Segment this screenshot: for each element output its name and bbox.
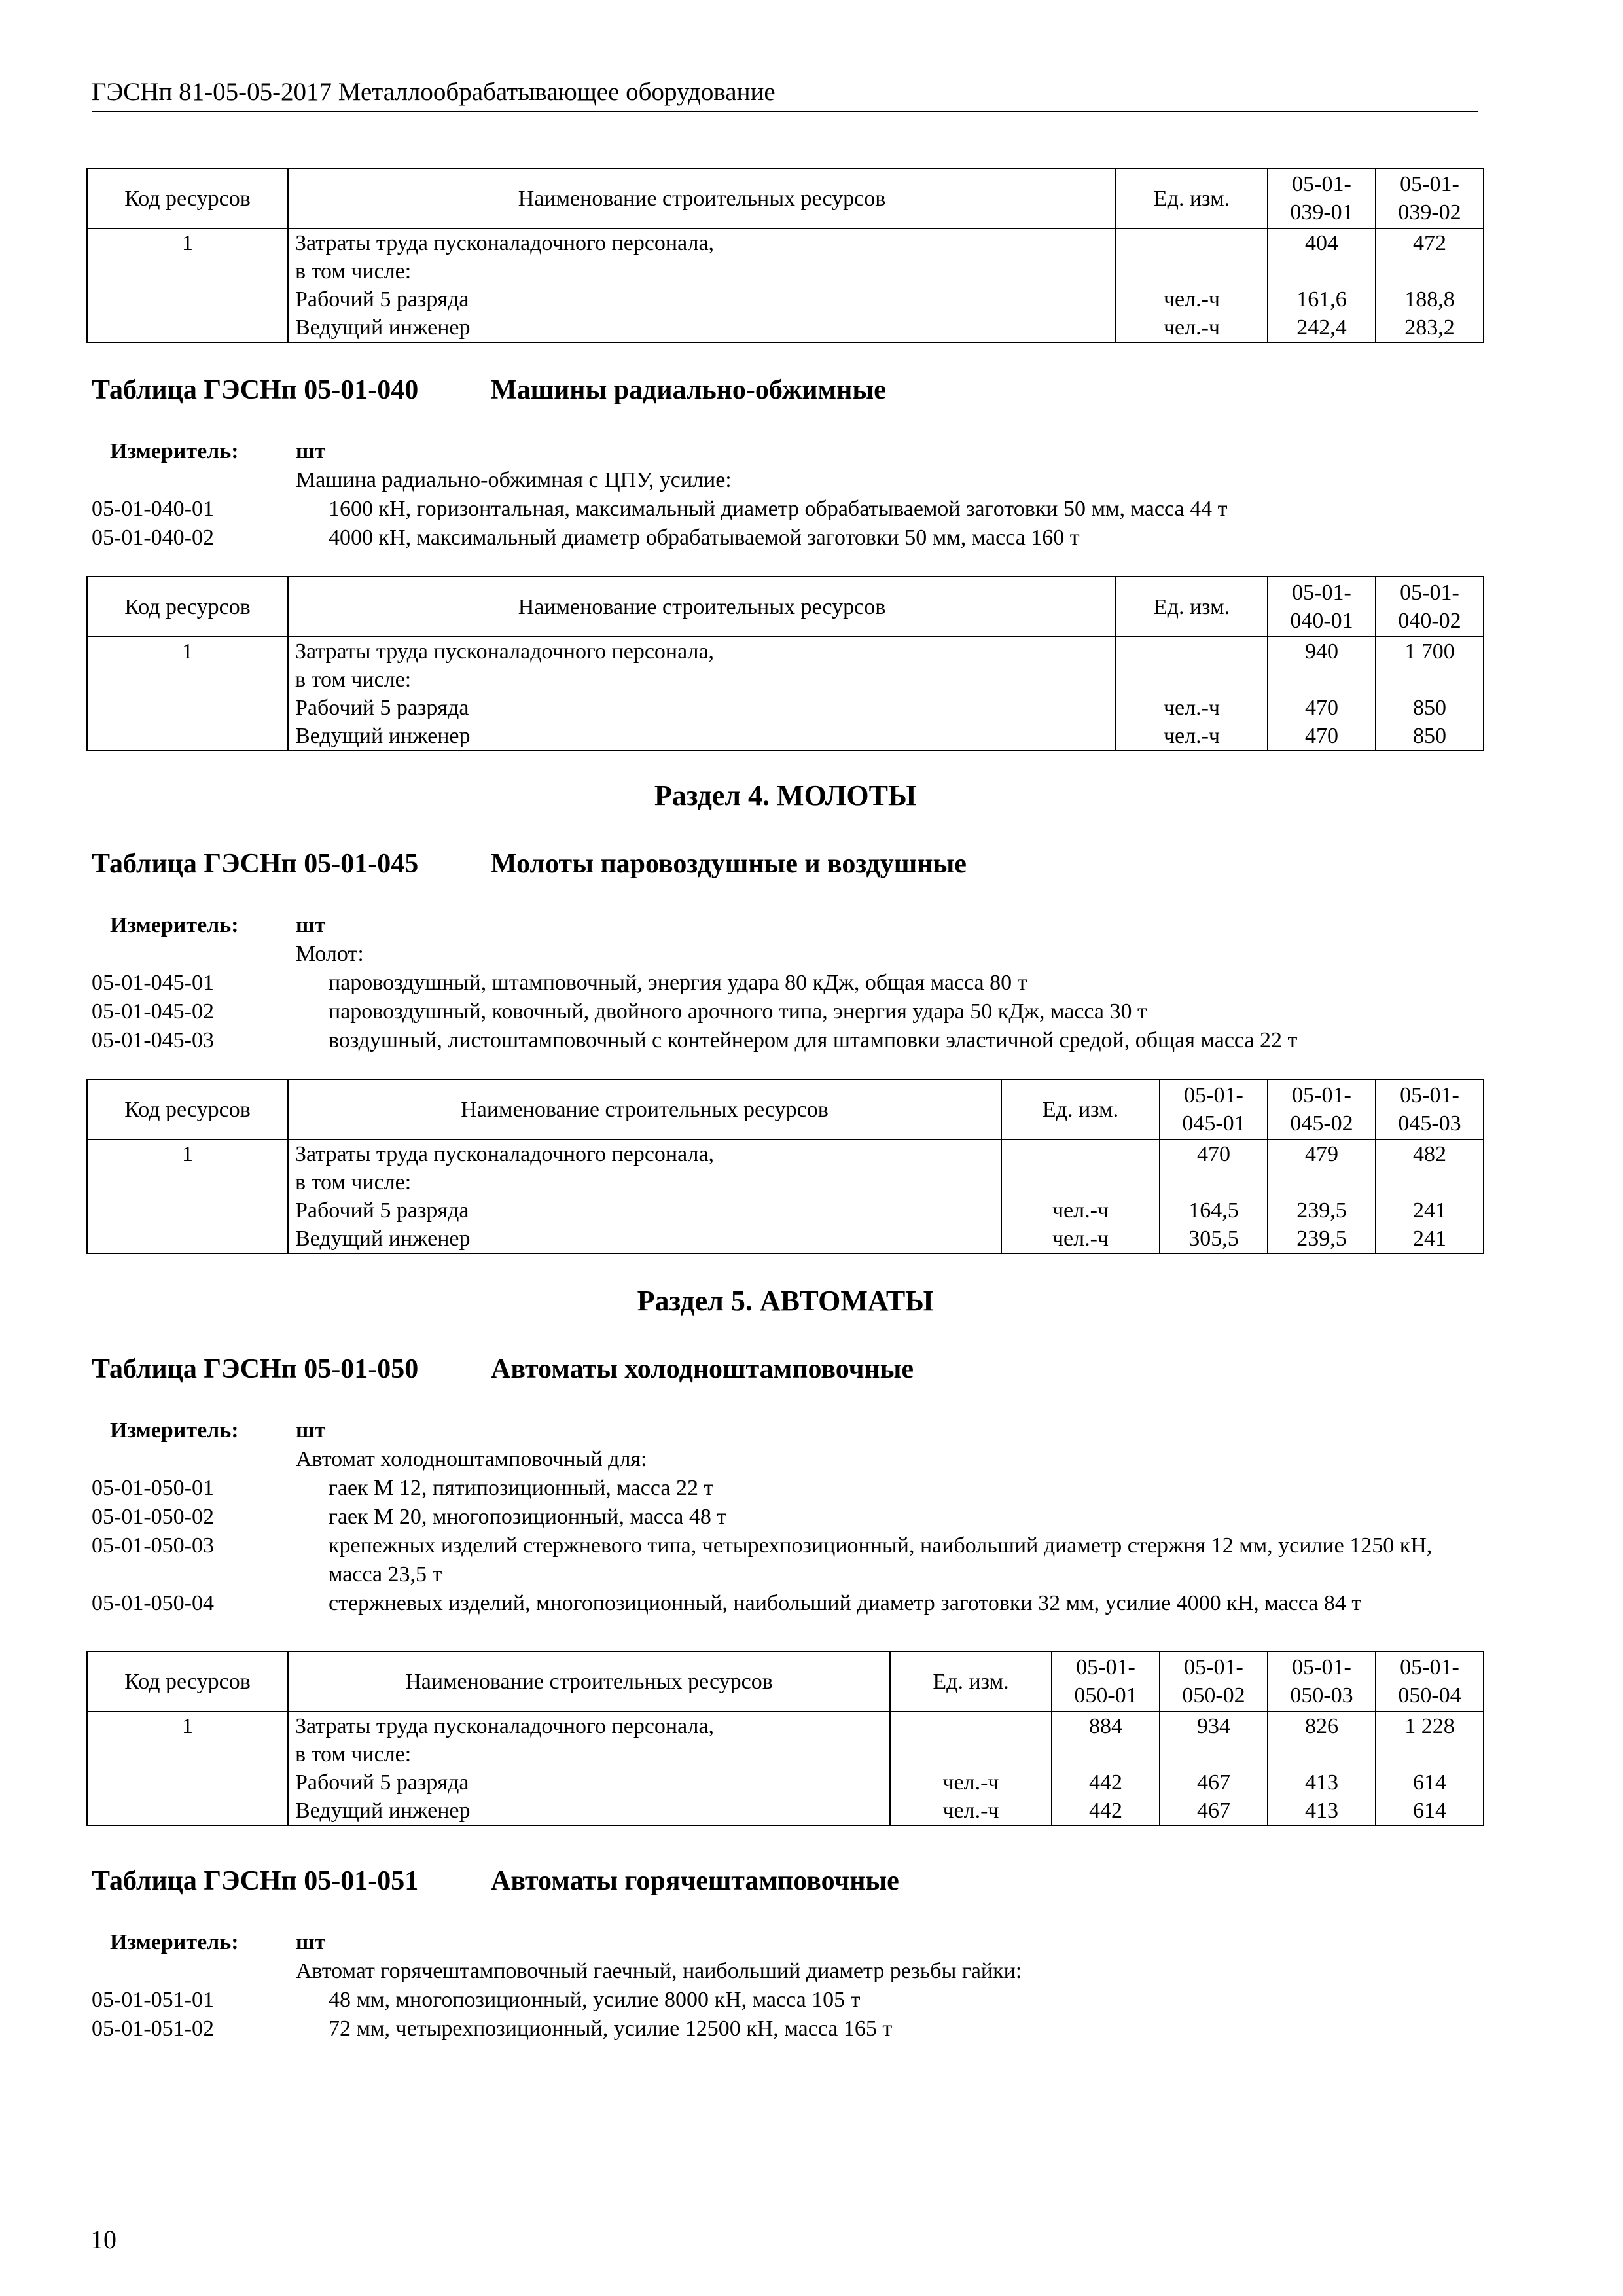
table-row [87, 694, 1484, 722]
value-cell: 413 [1268, 1768, 1376, 1797]
resource-name: в том числе: [288, 1168, 1001, 1196]
col-norm-header: 05-01- 040-02 [1376, 577, 1484, 637]
resource-name: Ведущий инженер [288, 1225, 1001, 1253]
table-name: Автоматы холодноштамповочные [491, 1354, 914, 1384]
item-text: 4000 кН, максимальный диаметр обрабатываемой заготовки 50 мм, масса 160 т [329, 526, 1080, 550]
item-code: 05-01-045-03 [92, 1028, 214, 1052]
value-cell: 826 [1268, 1712, 1376, 1740]
resource-code: 1 [87, 637, 288, 666]
resource-name: Затраты труда пусконаладочного персонала, [288, 1712, 890, 1740]
item-code: 05-01-051-02 [92, 2017, 214, 2041]
value-cell: 934 [1160, 1712, 1268, 1740]
table-row [87, 228, 1484, 257]
meter-block-040 [92, 437, 1486, 552]
col-code-header: Код ресурсов [87, 577, 288, 637]
value-cell: 305,5 [1160, 1225, 1268, 1253]
item-text: гаек М 12, пятипозиционный, масса 22 т [329, 1476, 714, 1500]
resource-table-045 [86, 1079, 1483, 1254]
value-cell: 482 [1376, 1139, 1484, 1168]
item-code: 05-01-050-01 [92, 1476, 214, 1500]
item-code: 05-01-045-02 [92, 999, 214, 1024]
table-name: Молоты паровоздушные и воздушные [491, 849, 967, 879]
meter-label: Измеритель: [110, 913, 239, 937]
item-intro: Молот: [296, 942, 364, 966]
item-intro: Машина радиально-обжимная с ЦПУ, усилие: [296, 468, 732, 492]
unit-cell: чел.-ч [890, 1797, 1052, 1825]
item-intro: Автомат горячештамповочный гаечный, наибольший диаметр резьбы гайки: [296, 1959, 1022, 1983]
table-row [87, 722, 1484, 751]
item-text: крепежных изделий стержневого типа, четырехпозиционный, наибольший диаметр стержня 12 мм, усилие 1250 кН, масса 23,5 т [329, 1534, 1433, 1587]
col-name-header: Наименование строительных ресурсов [288, 1651, 890, 1712]
item-code: 05-01-050-04 [92, 1591, 214, 1615]
resource-table-050 [86, 1651, 1483, 1826]
meter-block-045 [92, 911, 1486, 1055]
resource-name: Рабочий 5 разряда [288, 285, 1116, 314]
col-code-header: Код ресурсов [87, 168, 288, 228]
unit-cell: чел.-ч [1116, 314, 1268, 342]
col-code-header: Код ресурсов [87, 1651, 288, 1712]
item-text: 48 мм, многопозиционный, усилие 8000 кН, масса 105 т [329, 1988, 861, 2012]
col-unit-header: Ед. изм. [890, 1651, 1052, 1712]
resource-name: в том числе: [288, 257, 1116, 285]
table-row [87, 1712, 1484, 1740]
col-norm-header: 05-01- 039-01 [1268, 168, 1376, 228]
table-row [87, 1196, 1484, 1225]
resource-name: Рабочий 5 разряда [288, 694, 1116, 722]
col-unit-header: Ед. изм. [1116, 168, 1268, 228]
table-number: Таблица ГЭСНп 05-01-045 [92, 849, 419, 879]
value-cell: 1 700 [1376, 637, 1484, 666]
value-cell: 1 228 [1376, 1712, 1484, 1740]
value-cell: 241 [1376, 1196, 1484, 1225]
table-title-051 [92, 1865, 899, 1897]
table-title-040 [92, 374, 886, 406]
col-norm-header: 05-01- 050-01 [1052, 1651, 1160, 1712]
col-unit-header: Ед. изм. [1116, 577, 1268, 637]
page-number: 10 [90, 2225, 116, 2254]
table-row [87, 1139, 1484, 1168]
value-cell: 442 [1052, 1797, 1160, 1825]
meter-label: Измеритель: [110, 1930, 239, 1954]
col-norm-header: 05-01- 045-01 [1160, 1079, 1268, 1139]
unit-cell: чел.-ч [1001, 1225, 1160, 1253]
unit-cell: чел.-ч [1116, 722, 1268, 751]
col-code-header: Код ресурсов [87, 1079, 288, 1139]
value-cell: 242,4 [1268, 314, 1376, 342]
meter-block-050 [92, 1416, 1486, 1618]
table-name: Автоматы горячештамповочные [491, 1866, 899, 1896]
meter-unit: шт [296, 1930, 326, 1954]
value-cell: 850 [1376, 694, 1484, 722]
value-cell: 470 [1268, 722, 1376, 751]
resource-table-040 [86, 576, 1483, 751]
col-norm-header: 05-01- 039-02 [1376, 168, 1484, 228]
resource-name: Затраты труда пусконаладочного персонала, [288, 1139, 1001, 1168]
value-cell: 241 [1376, 1225, 1484, 1253]
resource-name: в том числе: [288, 666, 1116, 694]
resource-name: Рабочий 5 разряда [288, 1196, 1001, 1225]
item-code: 05-01-040-02 [92, 526, 214, 550]
col-name-header: Наименование строительных ресурсов [288, 168, 1116, 228]
value-cell: 161,6 [1268, 285, 1376, 314]
resource-code: 1 [87, 1139, 288, 1168]
value-cell: 442 [1052, 1768, 1160, 1797]
col-norm-header: 05-01- 040-01 [1268, 577, 1376, 637]
col-name-header: Наименование строительных ресурсов [288, 1079, 1001, 1139]
section-title-4: Раздел 4. МОЛОТЫ [654, 780, 917, 812]
col-name-header: Наименование строительных ресурсов [288, 577, 1116, 637]
meter-block-051 [92, 1928, 1486, 2043]
col-norm-header: 05-01- 045-02 [1268, 1079, 1376, 1139]
value-cell: 413 [1268, 1797, 1376, 1825]
table-row [87, 637, 1484, 666]
unit-cell: чел.-ч [890, 1768, 1052, 1797]
item-code: 05-01-050-03 [92, 1534, 214, 1558]
value-cell: 470 [1268, 694, 1376, 722]
value-cell: 283,2 [1376, 314, 1484, 342]
table-number: Таблица ГЭСНп 05-01-040 [92, 375, 419, 405]
col-norm-header: 05-01- 050-04 [1376, 1651, 1484, 1712]
resource-code: 1 [87, 228, 288, 257]
table-row [87, 1225, 1484, 1253]
resource-name: Ведущий инженер [288, 722, 1116, 751]
item-text: паровоздушный, ковочный, двойного арочного типа, энергия удара 50 кДж, масса 30 т [329, 999, 1147, 1024]
item-text: воздушный, листоштамповочный с контейнером для штамповки эластичной средой, общая масса 22 т [329, 1028, 1298, 1052]
value-cell: 479 [1268, 1139, 1376, 1168]
table-row [87, 285, 1484, 314]
item-code: 05-01-040-01 [92, 497, 214, 521]
table-row [87, 666, 1484, 694]
table-title-050 [92, 1354, 914, 1385]
unit-cell: чел.-ч [1116, 694, 1268, 722]
item-text: 72 мм, четырехпозиционный, усилие 12500 кН, масса 165 т [329, 2017, 893, 2041]
value-cell: 164,5 [1160, 1196, 1268, 1225]
table-number: Таблица ГЭСНп 05-01-051 [92, 1866, 419, 1896]
table-row [87, 257, 1484, 285]
item-code: 05-01-051-01 [92, 1988, 214, 2012]
item-code: 05-01-045-01 [92, 971, 214, 995]
resource-name: в том числе: [288, 1740, 890, 1768]
table-number: Таблица ГЭСНп 05-01-050 [92, 1354, 419, 1384]
table-row [87, 1797, 1484, 1825]
table-row [87, 1768, 1484, 1797]
resource-table-039 [86, 168, 1483, 343]
meter-unit: шт [296, 439, 326, 463]
col-norm-header: 05-01- 045-03 [1376, 1079, 1484, 1139]
table-name: Машины радиально-обжимные [491, 375, 886, 405]
value-cell: 470 [1160, 1139, 1268, 1168]
unit-cell: чел.-ч [1001, 1196, 1160, 1225]
value-cell: 188,8 [1376, 285, 1484, 314]
table-row [87, 1740, 1484, 1768]
col-norm-header: 05-01- 050-02 [1160, 1651, 1268, 1712]
section-title-5: Раздел 5. АВТОМАТЫ [637, 1285, 934, 1317]
resource-name: Затраты труда пусконаладочного персонала, [288, 228, 1116, 257]
value-cell: 467 [1160, 1768, 1268, 1797]
value-cell: 239,5 [1268, 1196, 1376, 1225]
col-norm-header: 05-01- 050-03 [1268, 1651, 1376, 1712]
resource-name: Рабочий 5 разряда [288, 1768, 890, 1797]
item-intro: Автомат холодноштамповочный для: [296, 1447, 647, 1471]
value-cell: 614 [1376, 1768, 1484, 1797]
table-title-045 [92, 848, 967, 880]
col-unit-header: Ед. изм. [1001, 1079, 1160, 1139]
value-cell: 239,5 [1268, 1225, 1376, 1253]
item-text: гаек М 20, многопозиционный, масса 48 т [329, 1505, 727, 1529]
value-cell: 404 [1268, 228, 1376, 257]
value-cell: 472 [1376, 228, 1484, 257]
table-row [87, 1168, 1484, 1196]
meter-unit: шт [296, 913, 326, 937]
resource-code: 1 [87, 1712, 288, 1740]
resource-name: Затраты труда пусконаладочного персонала, [288, 637, 1116, 666]
meter-unit: шт [296, 1418, 326, 1443]
meter-label: Измеритель: [110, 439, 239, 463]
value-cell: 884 [1052, 1712, 1160, 1740]
item-code: 05-01-050-02 [92, 1505, 214, 1529]
value-cell: 850 [1376, 722, 1484, 751]
item-text: стержневых изделий, многопозиционный, наибольший диаметр заготовки 32 мм, усилие 4000 кН, масса 84 т [329, 1591, 1362, 1615]
value-cell: 940 [1268, 637, 1376, 666]
item-text: паровоздушный, штамповочный, энергия удара 80 кДж, общая масса 80 т [329, 971, 1027, 995]
value-cell: 614 [1376, 1797, 1484, 1825]
table-row [87, 314, 1484, 342]
unit-cell: чел.-ч [1116, 285, 1268, 314]
resource-name: Ведущий инженер [288, 314, 1116, 342]
value-cell: 467 [1160, 1797, 1268, 1825]
resource-name: Ведущий инженер [288, 1797, 890, 1825]
meter-label: Измеритель: [110, 1418, 239, 1443]
page-header: ГЭСНп 81-05-05-2017 Металлообрабатывающее оборудование [92, 77, 1478, 112]
item-text: 1600 кН, горизонтальная, максимальный диаметр обрабатываемой заготовки 50 мм, масса 44 т [329, 497, 1228, 521]
